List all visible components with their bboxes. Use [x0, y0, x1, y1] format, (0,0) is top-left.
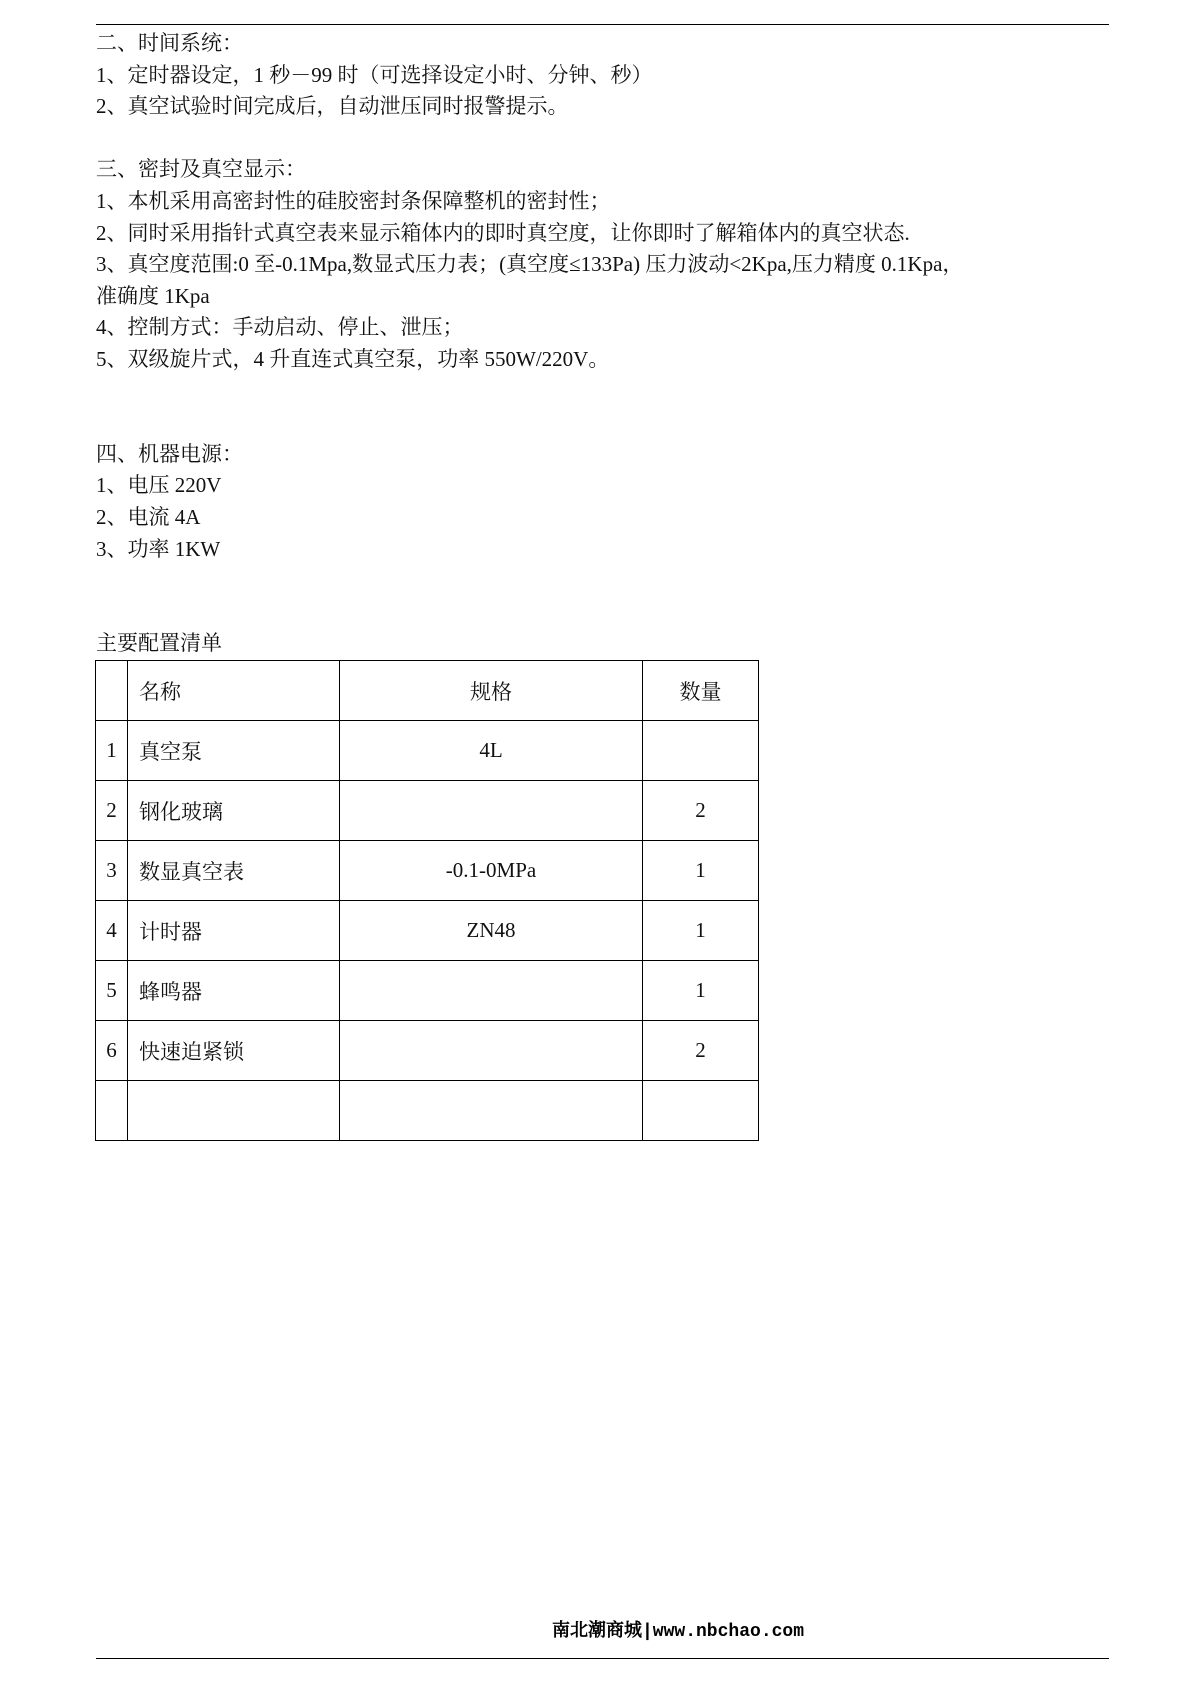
table-caption: 主要配置清单 [96, 631, 222, 656]
header-cell-spec: 规格 [340, 661, 643, 721]
section-heading-power: 四、机器电源： [96, 441, 243, 466]
table-cell-spec [340, 781, 643, 841]
table-header-row [96, 661, 759, 721]
table-row [96, 781, 759, 841]
table-cell-name: 真空泵 [128, 721, 340, 781]
table-cell-quantity: 2 [643, 781, 759, 841]
section-item: 1、本机采用高密封性的硅胶密封条保障整机的密封性； [96, 188, 611, 213]
table-row [96, 901, 759, 961]
section-item: 2、电流 4A [96, 504, 201, 529]
footer-rule [96, 1658, 1109, 1659]
table-cell-name: 钢化玻璃 [128, 781, 340, 841]
table-cell-spec [340, 961, 643, 1021]
section-item: 2、真空试验时间完成后，自动泄压同时报警提示。 [96, 94, 569, 119]
configuration-table [95, 660, 759, 1141]
table-cell-name: 计时器 [128, 901, 340, 961]
table-cell-quantity [643, 721, 759, 781]
footer-source-label: 南北潮商城|www.nbchao.com [552, 1622, 805, 1642]
table-row [96, 1021, 759, 1081]
table-row [96, 1081, 759, 1141]
table-cell-quantity: 1 [643, 961, 759, 1021]
table-cell-index: 4 [96, 901, 128, 961]
table-cell-spec [340, 1021, 643, 1081]
table-cell-spec: -0.1-0MPa [340, 841, 643, 901]
header-cell-name: 名称 [128, 661, 340, 721]
header-cell-index [96, 661, 128, 721]
header-rule [96, 24, 1109, 25]
table-row [96, 961, 759, 1021]
document-body [96, 28, 1109, 660]
table-cell-name: 蜂鸣器 [128, 961, 340, 1021]
table-cell-name: 快速迫紧锁 [128, 1021, 340, 1081]
table-cell-spec: ZN48 [340, 901, 643, 961]
table-cell-spec [340, 1081, 643, 1141]
section-item: 3、真空度范围:0 至-0.1Mpa,数显式压力表；(真空度≤133Pa) 压力波动<2Kpa,压力精度 0.1Kpa， [96, 252, 964, 277]
section-item: 3、功率 1KW [96, 536, 221, 561]
section-heading-time-system: 二、时间系统： [96, 31, 243, 55]
table-cell-quantity: 1 [643, 841, 759, 901]
table-cell-index: 5 [96, 961, 128, 1021]
table-row [96, 721, 759, 781]
table-cell-spec: 4L [340, 721, 643, 781]
section-item: 1、定时器设定，1 秒－99 时（可选择设定小时、分钟、秒） [96, 62, 653, 87]
table-cell-index: 1 [96, 721, 128, 781]
table-row [96, 841, 759, 901]
table-cell-quantity: 1 [643, 901, 759, 961]
table-cell-quantity: 2 [643, 1021, 759, 1081]
table-cell-quantity [643, 1081, 759, 1141]
table-cell-index: 3 [96, 841, 128, 901]
section-item: 4、控制方式：手动启动、停止、泄压； [96, 315, 464, 340]
section-heading-seal-vacuum: 三、密封及真空显示： [96, 157, 306, 182]
table-cell-name: 数显真空表 [128, 841, 340, 901]
section-item: 5、双级旋片式，4 升直连式真空泵，功率 550W/220V。 [96, 346, 610, 371]
section-item: 2、同时采用指针式真空表来显示箱体内的即时真空度，让你即时了解箱体内的真空状态. [96, 220, 910, 245]
header-cell-quantity: 数量 [643, 661, 759, 721]
table-cell-index: 2 [96, 781, 128, 841]
section-item: 1、电压 220V [96, 473, 222, 498]
table-cell-index [96, 1081, 128, 1141]
table-cell-name [128, 1081, 340, 1141]
table-cell-index: 6 [96, 1021, 128, 1081]
section-item: 准确度 1Kpa [96, 283, 210, 308]
